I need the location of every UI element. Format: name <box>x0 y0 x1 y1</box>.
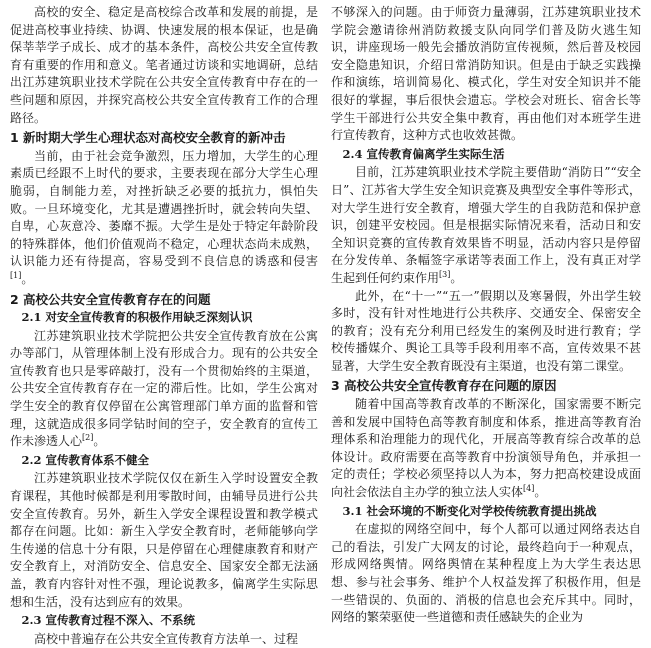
subsection-heading-3-1: 3.1 社会环境的不断变化对学校传统教育提出挑战 <box>342 503 597 518</box>
subsection-2-4-paragraph-2: 此外，在“十一”“五一”假期以及寒暑假，外出学生较多时，没有针对性地进行公共秩序、交通安全、保密安全的教育；没有充分利用已经发生的案例及时进行教育；学校传播媒介、舆论工具等手段利用率不高，宣传效果不甚显著，大学生安全教育既没有主渠道，也没有第二课堂。 <box>331 288 641 373</box>
right-column <box>331 4 641 625</box>
citation-2[interactable]: [2] <box>82 433 94 443</box>
intro-paragraph: 高校的安全、稳定是高校综合改革和发展的前提，是促进高校事业持续、协调、快速发展的根本保证，也是确保莘莘学子成长、成才的基本条件，高校公共安全宣传教育有重要的作用和意义。笔者通过访谈和实地调研，总结出江苏建筑职业技术学院在公共安全宣传教育中存在的一些问题和原因，并探究高校公共安全宣传教育工作的合理路径。 <box>10 5 318 125</box>
section-3-text: 随着中国高等教育改革的不断深化，国家需要不断完善和发展中国特色高等教育制度和体系，推进高等教育治理体系和治理能力的现代化，开展高等教育综合改革的总体设计。政府需要在高等教育中扮演领导角色，并承担一定的责任；学校必须坚持以人为本，努力把高校建设成面向社会依法自主办学的独立法人实体 <box>331 397 641 500</box>
subsection-heading-2-4: 2.4 宣传教育偏离学生实际生活 <box>342 146 505 161</box>
citation-4[interactable]: [4] <box>523 484 535 494</box>
subsection-2-4-text-end: 。 <box>450 270 463 285</box>
section-heading-3: 3 高校公共安全宣传教育存在问题的原因 <box>331 378 557 394</box>
section-1-text: 当前，由于社会竞争激烈，压力增加，大学生的心理素质已经跟不上时代的要求，主要表现在部分大学生心理脆弱，自制能力差，对挫折缺乏必要的抵抗力，惧怕失败。一旦环境变化，尤其是遭遇挫折时，就会转向失望、自卑，心灰意冷、萎靡不振。大学生是处于特定年龄阶段的特殊群体，他们价值观尚不稳定，心理状态尚未成熟，认识能力还有待提高，容易受到不良信息的诱惑和侵害 <box>10 148 318 269</box>
subsection-2-1-text: 江苏建筑职业技术学院把公共安全宣传教育放在公寓办等部门，从管理体制上没有形成合力。现有的公共安全宣传教育也只是零碎敲打，没有一个贯彻始终的主渠道，公共安全宣传教育存在一定的滞后性。比如，学生公寓对学生安全的教育仅停留在公寓管理部门单方面的监督和管理，这就造成很多同学钻时间的空子，安全教育的宣传工作未渗透人心 <box>10 328 318 449</box>
subsection-2-3-paragraph-continued: 不够深入的问题。由于师资力量薄弱，江苏建筑职业技术学院会邀请徐州消防救援支队向同学们普及防火逃生知识，讲座现场一般先会播放消防宣传视频，然后普及校园安全隐患知识，介绍日常消防知识。但是由于缺乏实践操作和演练，培训简易化、模式化，学生对安全知识并不能很好的掌握，事后很快会遗忘。学校会对班长、宿舍长等学生干部进行公共安全集中教育，再由他们对本班学生进行宣传教育，这种方式也收效甚微。 <box>331 5 641 143</box>
subsection-2-2-paragraph: 江苏建筑职业技术学院仅仅在新生入学时设置安全教育课程，其他时候都是利用零散时间，由辅导员进行公共安全宣传教育。另外，新生入学安全课程设置和教学模式都存在问题。比如：新生入学安全教育时，老师能够向学生传递的信息十分有限，只是停留在心理健康教育和财产安全教育上，对消防安全、信息安全、国家安全都无法涵盖，教育内容针对性不强，理论说教多，偏离学生实际思想和生活，没有达到应有的效果。 <box>10 471 318 609</box>
section-1-text-end: 。 <box>21 271 34 286</box>
section-heading-2: 2 高校公共安全宣传教育存在的问题 <box>10 291 211 307</box>
subsection-2-1-text-end: 。 <box>93 434 106 449</box>
citation-3[interactable]: [3] <box>439 269 451 279</box>
subsection-heading-2-1: 2.1 对安全宣传教育的积极作用缺乏深刻认识 <box>21 310 253 325</box>
citation-1[interactable]: [1] <box>10 270 22 280</box>
subsection-heading-2-2: 2.2 宣传教育体系不健全 <box>21 452 150 467</box>
subsection-2-4-paragraph <box>331 164 641 287</box>
subsection-heading-2-3: 2.3 宣传教育过程不深入、不系统 <box>21 613 196 628</box>
subsection-2-3-paragraph-start: 高校中普遍存在公共安全宣传教育方法单一、过程 <box>34 631 299 646</box>
subsection-2-4-text: 目前，江苏建筑职业技术学院主要借助“消防日”“安全日”、江苏省大学生安全知识竞赛及典型安全事件等形式，对大学生进行安全教育，增强大学生的自我防范和保护意识，创建平安校园。但是根据实际情况来看，活动日和安全知识竞赛的宣传教育效果皆不明显，活动内容只是停留在分发传单、条幅签字承诺等表面工作上，没有真正对学生起到任何约束作用 <box>331 165 641 285</box>
section-3-text-end: 。 <box>534 485 547 500</box>
left-column <box>10 4 318 646</box>
section-heading-1: 1 新时期大学生心理状态对高校安全教育的新冲击 <box>10 130 286 146</box>
section-1-paragraph <box>10 148 318 289</box>
section-3-paragraph <box>331 396 641 502</box>
subsection-3-1-paragraph: 在虚拟的网络空间中，每个人都可以通过网络表达自己的看法，引发广大网友的讨论，最终趋向于一种观点，形成网络舆情。网络舆情在某种程度上为大学生表达思想、参与社会事务、维护个人权益发挥了积极作用，但是一些错误的、负面的、消极的信息也会充斥其中。同时，网络的繁荣驱使一些道德和责任感缺失的企业为 <box>331 522 641 625</box>
subsection-2-1-paragraph <box>10 328 318 451</box>
